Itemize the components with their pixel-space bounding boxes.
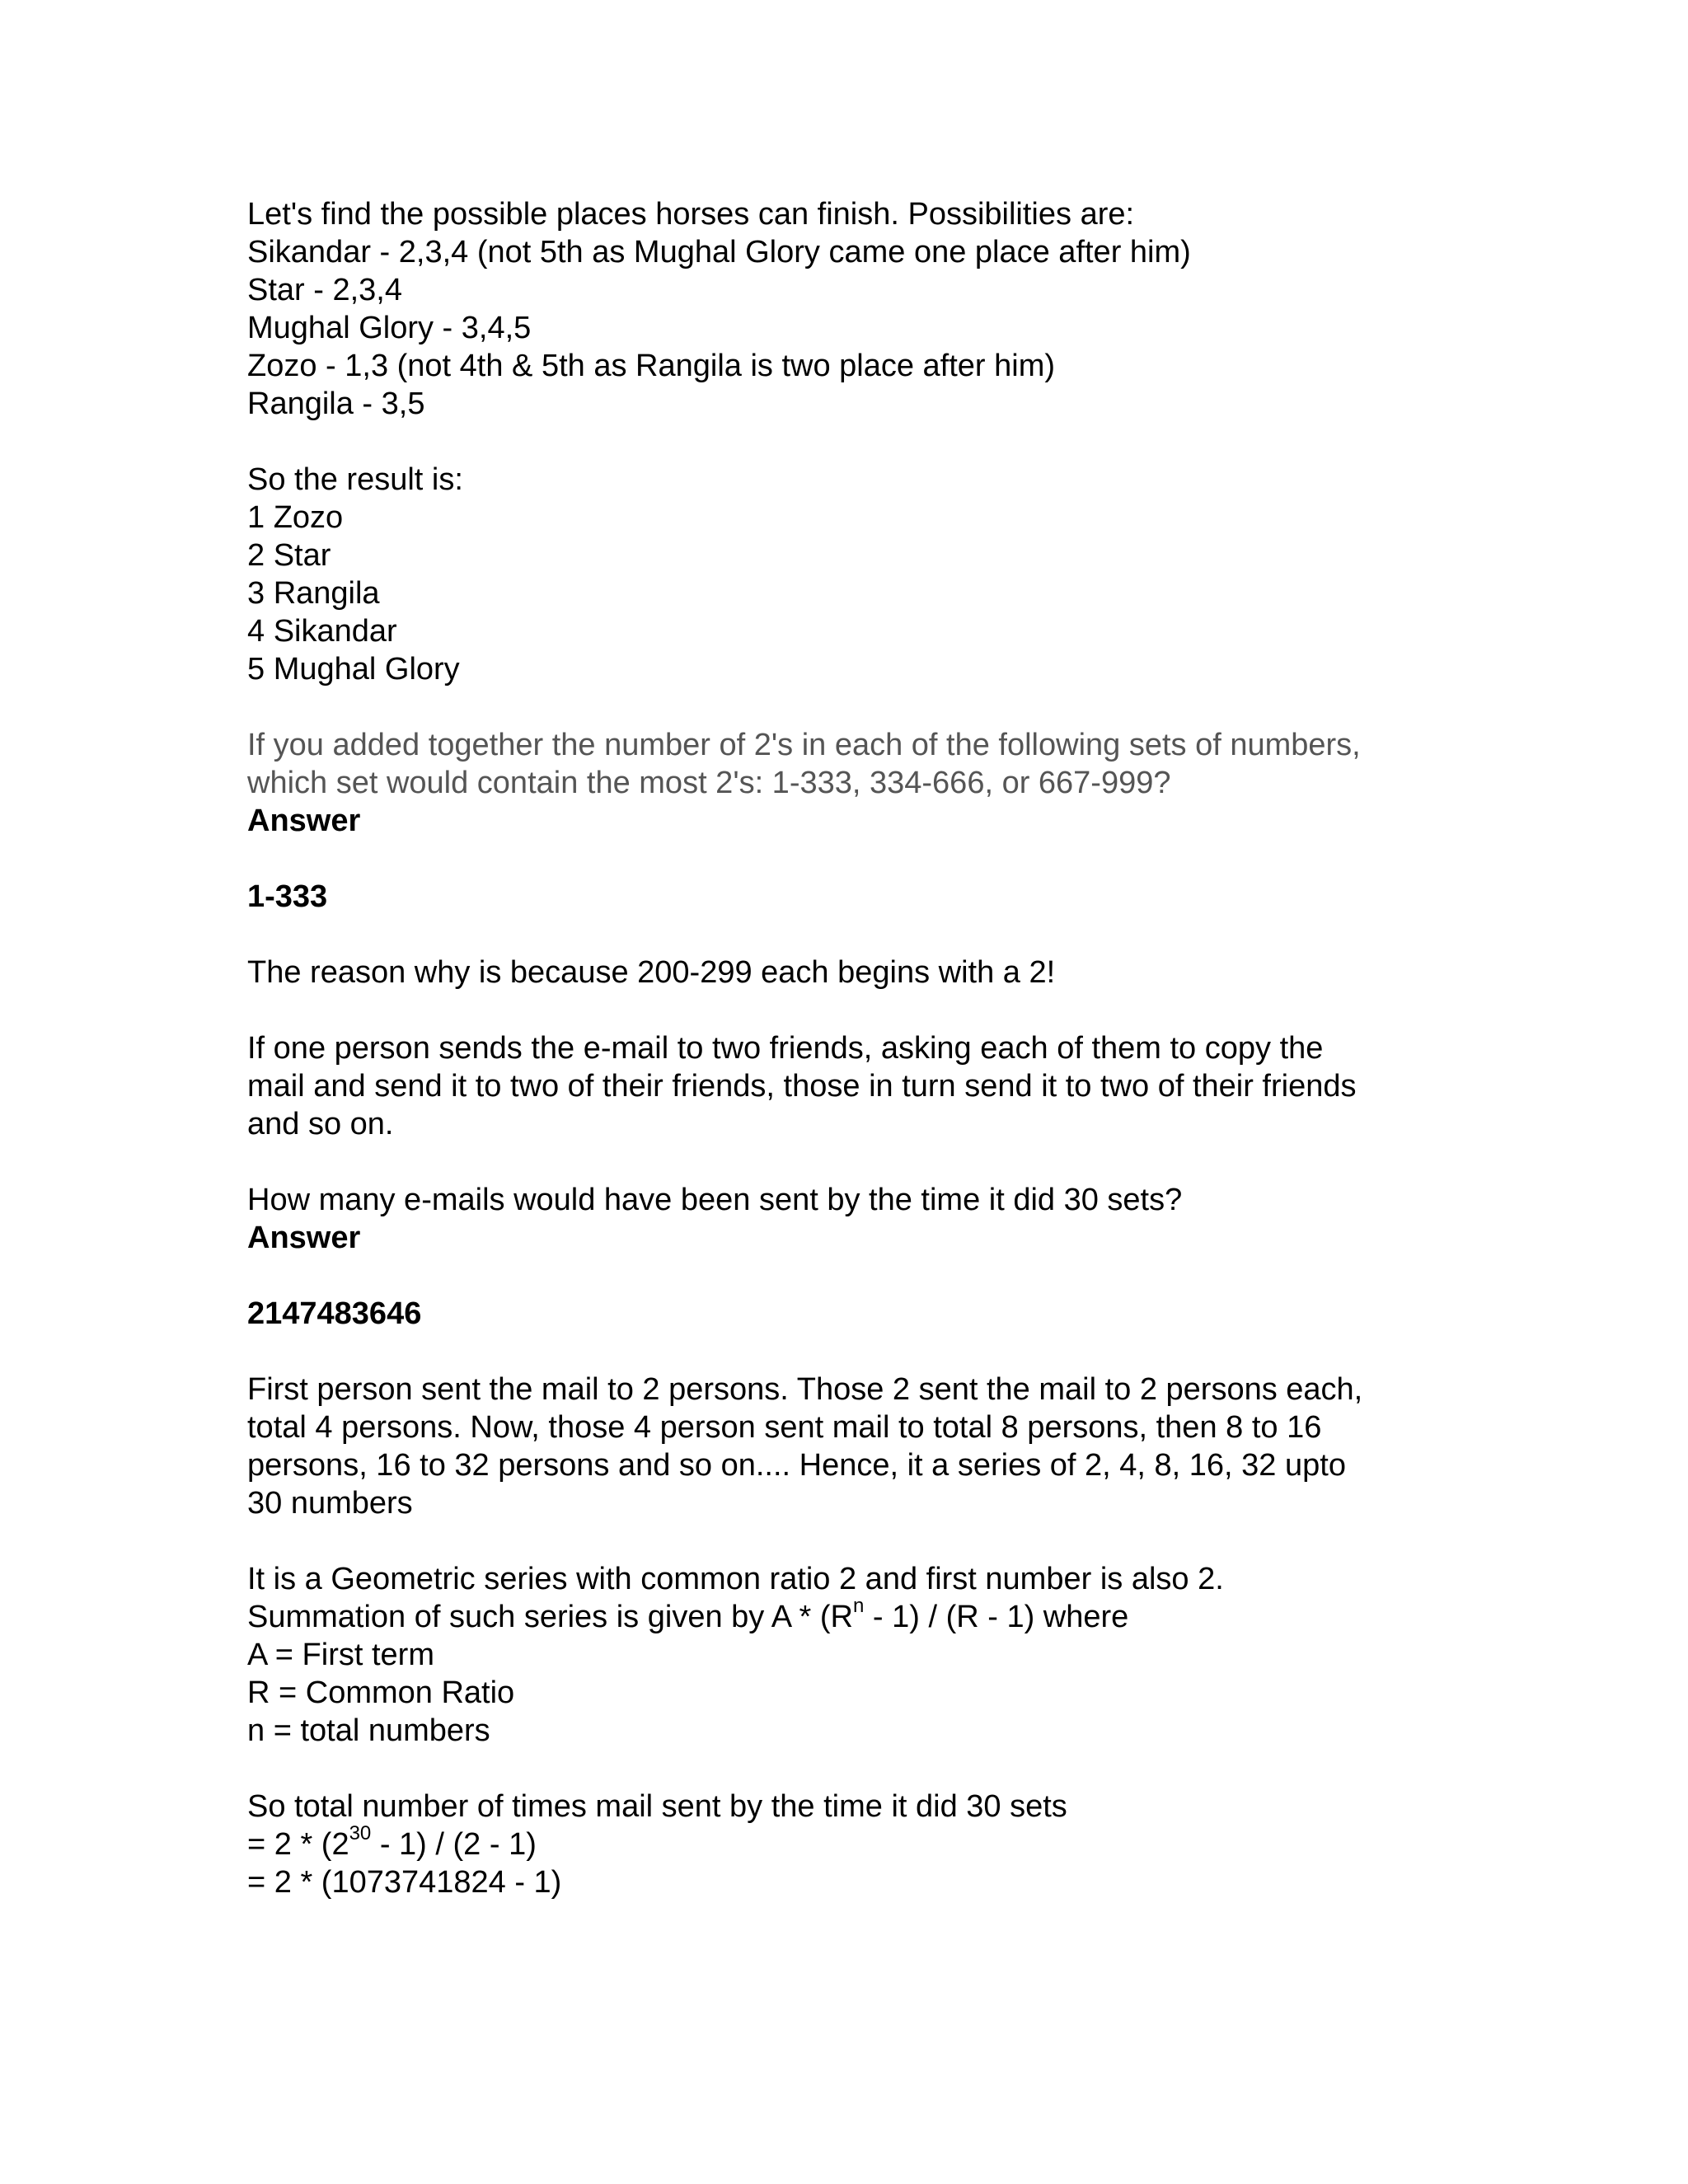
summation-suffix: - 1) / (R - 1) where xyxy=(864,1600,1129,1634)
calc1-suffix: - 1) / (2 - 1) xyxy=(371,1827,537,1862)
result-intro: So the result is: xyxy=(247,462,463,497)
email-question-line-2: mail and send it to two of their friends, those in turn send it to two of their friends xyxy=(247,1069,1357,1104)
summation-exponent: n xyxy=(853,1595,865,1618)
twos-answer-label: Answer xyxy=(247,804,361,838)
summation-prefix: Summation of such series is given by A * (R xyxy=(247,1600,853,1634)
series-line: It is a Geometric series with common ratio 2 and first number is also 2. xyxy=(247,1562,1224,1596)
email-explanation-line-4: 30 numbers xyxy=(247,1486,413,1521)
summation-formula xyxy=(247,1595,1451,1636)
horses-intro: Let's find the possible places horses can finish. Possibilities are: xyxy=(247,197,1135,232)
spacer xyxy=(247,423,1451,461)
result-1: 1 Zozo xyxy=(247,500,344,535)
email-question-line-3: and so on. xyxy=(247,1107,394,1141)
email-answer-label: Answer xyxy=(247,1221,361,1255)
calculation-step-2: = 2 * (1073741824 - 1) xyxy=(247,1865,562,1900)
result-5: 5 Mughal Glory xyxy=(247,652,460,687)
spacer xyxy=(247,1333,1451,1371)
spacer xyxy=(247,1257,1451,1295)
definition-r: R = Common Ratio xyxy=(247,1675,515,1710)
calc1-exponent: 30 xyxy=(349,1822,372,1845)
possibility-star: Star - 2,3,4 xyxy=(247,273,402,307)
possibility-rangila: Rangila - 3,5 xyxy=(247,387,425,421)
email-answer: 2147483646 xyxy=(247,1296,422,1331)
spacer xyxy=(247,1143,1451,1181)
email-explanation-line-2: total 4 persons. Now, those 4 person sent mail to total 8 persons, then 8 to 16 xyxy=(247,1410,1322,1445)
possibility-sikandar: Sikandar - 2,3,4 (not 5th as Mughal Glory came one place after him) xyxy=(247,235,1191,269)
spacer xyxy=(247,840,1451,878)
twos-reason: The reason why is because 200-299 each begins with a 2! xyxy=(247,955,1056,990)
email-explanation-line-1: First person sent the mail to 2 persons. Those 2 sent the mail to 2 persons each, xyxy=(247,1372,1363,1407)
document-body xyxy=(247,195,1451,1901)
definition-a: A = First term xyxy=(247,1638,434,1672)
twos-question-line-2: which set would contain the most 2's: 1-333, 334-666, or 667-999? xyxy=(247,766,1171,800)
email-question: How many e-mails would have been sent by the time it did 30 sets? xyxy=(247,1183,1183,1217)
twos-question-line-1: If you added together the number of 2's in each of the following sets of numbers, xyxy=(247,728,1361,762)
email-explanation-line-3: persons, 16 to 32 persons and so on.... Hence, it a series of 2, 4, 8, 16, 32 upto xyxy=(247,1448,1346,1483)
spacer xyxy=(247,1522,1451,1560)
result-3: 3 Rangila xyxy=(247,576,380,611)
result-4: 4 Sikandar xyxy=(247,614,397,649)
twos-answer: 1-333 xyxy=(247,879,328,914)
result-2: 2 Star xyxy=(247,538,331,573)
email-question-line-1: If one person sends the e-mail to two friends, asking each of them to copy the xyxy=(247,1031,1324,1066)
total-line: So total number of times mail sent by the time it did 30 sets xyxy=(247,1789,1067,1824)
spacer xyxy=(247,991,1451,1029)
spacer xyxy=(247,688,1451,726)
possibility-zozo: Zozo - 1,3 (not 4th & 5th as Rangila is two place after him) xyxy=(247,349,1056,383)
spacer xyxy=(247,916,1451,954)
possibility-mughal-glory: Mughal Glory - 3,4,5 xyxy=(247,311,532,345)
definition-n: n = total numbers xyxy=(247,1713,490,1748)
spacer xyxy=(247,1750,1451,1788)
calculation-step-1 xyxy=(247,1822,1451,1863)
calc1-prefix: = 2 * (2 xyxy=(247,1827,349,1862)
